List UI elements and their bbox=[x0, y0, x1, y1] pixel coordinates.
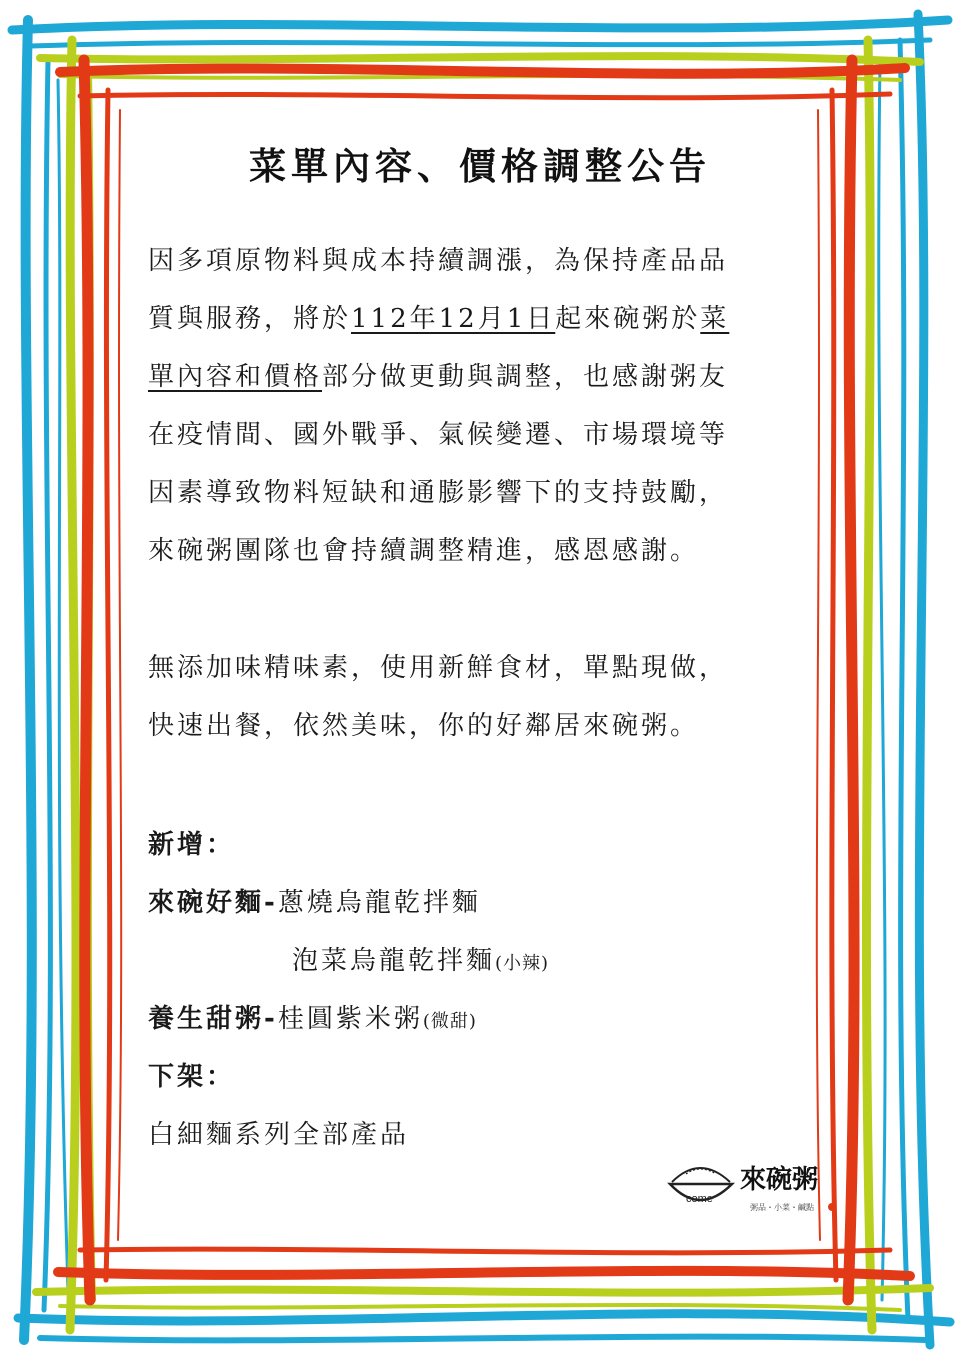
underlined-segment: 菜 bbox=[700, 304, 730, 334]
text-segment: 起來碗粥於 bbox=[555, 304, 701, 334]
menu-item: 泡菜烏龍乾拌麵 bbox=[292, 946, 496, 976]
menu-category: 來碗好麵 bbox=[148, 888, 265, 918]
announcement-paragraph bbox=[148, 232, 828, 580]
paragraph-line bbox=[148, 290, 828, 348]
text-segment: 部分做更動與調整，也感謝粥友 bbox=[322, 362, 729, 392]
logo-tagline: 粥品・小菜・鹹點 bbox=[750, 1203, 814, 1212]
quality-paragraph bbox=[148, 639, 828, 755]
paragraph-line: 來碗粥團隊也會持續調整精進，感恩感謝。 bbox=[148, 536, 700, 566]
sweetness-note: (微甜) bbox=[422, 1011, 477, 1032]
paragraph-line: 快速出餐，依然美味，你的好鄰居來碗粥。 bbox=[148, 711, 700, 741]
paragraph-line: 在疫情間、國外戰爭、氣候變遷、市場環境等 bbox=[148, 420, 729, 450]
menu-item: 蔥燒烏龍乾拌麵 bbox=[277, 888, 481, 918]
text-segment: 質與服務，將於 bbox=[148, 304, 352, 334]
page-title: 菜單內容、價格調整公告 bbox=[249, 145, 711, 188]
list-item bbox=[148, 882, 481, 919]
paragraph-line bbox=[148, 348, 828, 406]
logo-seal-icon bbox=[828, 1203, 836, 1211]
menu-item: 桂圓紫米粥 bbox=[277, 1004, 423, 1034]
logo-brand: 來碗粥 bbox=[740, 1165, 819, 1195]
new-items-heading: 新增： bbox=[148, 830, 236, 860]
paragraph-line: 無添加味精味素，使用新鮮食材，單點現做， bbox=[148, 653, 729, 683]
spice-note: (小辣) bbox=[495, 953, 550, 974]
logo-latin: come bbox=[686, 1193, 713, 1205]
paragraph-line: 因多項原物料與成本持續調漲，為保持產品品 bbox=[148, 246, 729, 276]
effective-date: 112年12月1日 bbox=[351, 304, 556, 334]
menu-category: 養生甜粥 bbox=[148, 1004, 265, 1034]
underlined-segment: 單內容和價格 bbox=[148, 362, 323, 392]
separator: - bbox=[264, 1004, 278, 1034]
list-item bbox=[292, 940, 549, 977]
paragraph-line: 因素導致物料短缺和通膨影響下的支持鼓勵， bbox=[148, 478, 729, 508]
list-item bbox=[148, 998, 477, 1035]
removed-item: 白細麵系列全部產品 bbox=[148, 1120, 410, 1150]
removed-items-heading: 下架： bbox=[148, 1062, 236, 1092]
brand-logo bbox=[666, 1150, 846, 1220]
separator: - bbox=[264, 888, 278, 918]
bowl-icon bbox=[670, 1168, 732, 1205]
